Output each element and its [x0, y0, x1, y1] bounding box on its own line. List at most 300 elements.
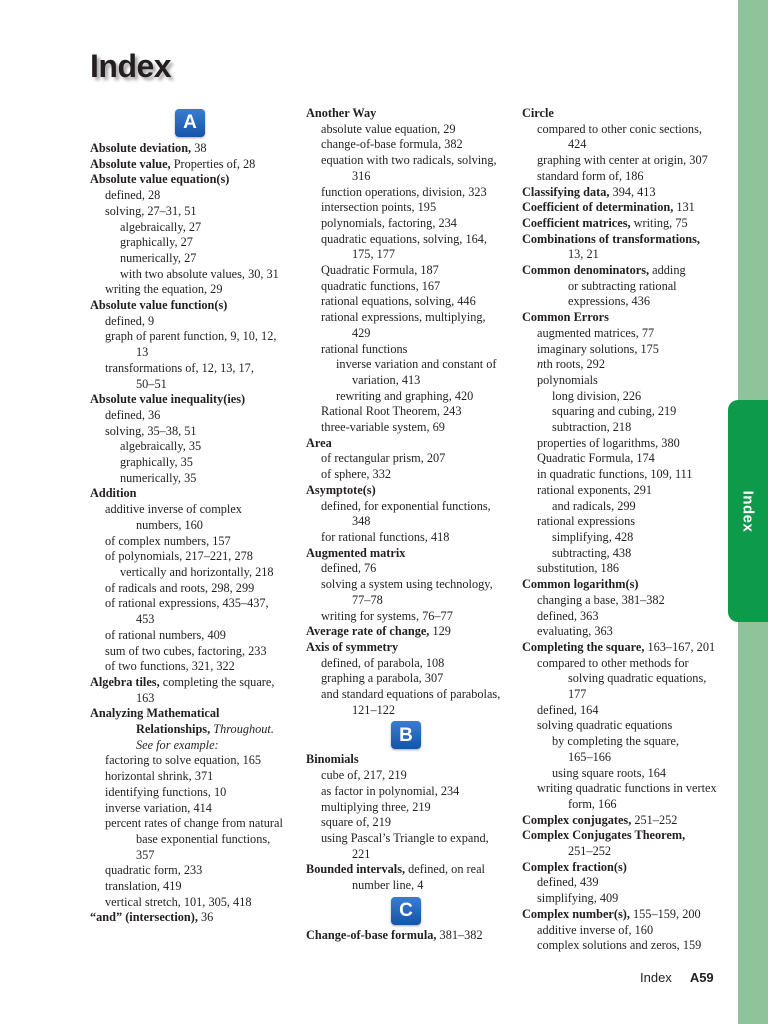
index-subentry — [522, 153, 722, 169]
index-subentry — [306, 467, 506, 483]
index-text: 121–122 — [352, 702, 396, 717]
index-subentry — [522, 420, 722, 436]
index-entry — [522, 232, 722, 248]
index-term: Common denominators, — [522, 263, 650, 278]
index-text: 357 — [136, 847, 155, 862]
index-text: adding — [649, 263, 686, 278]
index-text: factoring to solve equation, 165 — [105, 753, 262, 768]
index-text: Quadratic Formula, 187 — [321, 263, 439, 278]
index-text: defined, on real — [405, 862, 485, 877]
index-text: expressions, 436 — [568, 294, 650, 309]
index-text: solving a system using technology, — [321, 577, 493, 592]
index-subentry — [306, 577, 506, 593]
index-text: Properties of, 28 — [170, 156, 256, 171]
index-subentry — [306, 310, 506, 326]
index-subentry — [522, 404, 722, 420]
index-text: 13, 21 — [568, 247, 599, 262]
index-text: 429 — [352, 325, 371, 340]
index-text: inverse variation and constant of — [336, 357, 497, 372]
index-column-3 — [522, 106, 722, 954]
index-text: Throughout. — [210, 722, 274, 737]
page-footer — [640, 970, 714, 985]
index-text: for rational functions, 418 — [321, 529, 450, 544]
index-subentry — [90, 628, 290, 644]
index-text: three-variable system, 69 — [321, 420, 445, 435]
section-letter-badge: A — [175, 109, 205, 137]
index-subentry — [522, 844, 722, 860]
index-text: numbers, 160 — [136, 517, 203, 532]
index-subentry — [306, 263, 506, 279]
index-subentry — [306, 784, 506, 800]
index-subentry — [90, 848, 290, 864]
index-subentry — [306, 122, 506, 138]
index-subentry — [522, 294, 722, 310]
index-entry — [306, 862, 506, 878]
index-text: simplifying, 409 — [537, 891, 619, 906]
index-text: defined, 28 — [105, 188, 161, 203]
index-text: graphing a parabola, 307 — [321, 671, 444, 686]
index-text: 165–166 — [568, 749, 612, 764]
index-text: equation with two radicals, solving, — [321, 153, 497, 168]
index-subentry — [522, 373, 722, 389]
index-subentry — [90, 769, 290, 785]
index-column-1 — [90, 106, 290, 926]
index-term: Absolute value inequality(ies) — [90, 392, 246, 407]
index-text: additive inverse of complex — [105, 502, 242, 517]
index-text: change-of-base formula, 382 — [321, 137, 463, 152]
index-text: of rational expressions, 435–437, — [105, 596, 269, 611]
index-text: using square roots, 164 — [552, 765, 667, 780]
section-tab-label-wrap — [728, 400, 768, 622]
index-subentry — [522, 938, 722, 954]
index-subentry — [522, 687, 722, 703]
index-subentry — [522, 875, 722, 891]
index-subentry — [306, 656, 506, 672]
index-term: Common logarithm(s) — [522, 577, 639, 592]
index-text: defined, 363 — [537, 608, 599, 623]
index-subentry — [90, 471, 290, 487]
index-entry — [306, 928, 506, 944]
index-text: defined, of parabola, 108 — [321, 655, 445, 670]
index-entry — [522, 200, 722, 216]
index-text: and radicals, 299 — [552, 498, 636, 513]
index-entry — [90, 298, 290, 314]
index-subentry — [306, 800, 506, 816]
index-subentry — [522, 514, 722, 530]
section-letter-badge: C — [391, 897, 421, 925]
index-text: of polynomials, 217–221, 278 — [105, 549, 253, 564]
index-text: compared to other methods for — [537, 655, 689, 670]
index-text: and standard equations of parabolas, — [321, 687, 501, 702]
index-text: vertical stretch, 101, 305, 418 — [105, 894, 252, 909]
index-subentry — [90, 455, 290, 471]
index-subentry — [306, 232, 506, 248]
index-text: sum of two cubes, factoring, 233 — [105, 643, 267, 658]
index-text: with two absolute values, 30, 31 — [120, 266, 279, 281]
index-subentry — [90, 267, 290, 283]
index-subentry — [522, 718, 722, 734]
index-subentry — [522, 451, 722, 467]
index-subentry — [522, 122, 722, 138]
index-text: additive inverse of, 160 — [537, 922, 654, 937]
index-text: writing, 75 — [630, 215, 688, 230]
index-subentry — [306, 815, 506, 831]
index-text: quadratic equations, solving, 164, — [321, 231, 487, 246]
index-text: long division, 226 — [552, 388, 642, 403]
index-text: defined, 9 — [105, 313, 155, 328]
section-letter-badge: B — [391, 721, 421, 749]
index-entry — [522, 907, 722, 923]
index-text: rational expressions, multiplying, — [321, 310, 486, 325]
index-term: Common Errors — [522, 310, 609, 325]
index-entry — [90, 172, 290, 188]
index-term: Analyzing Mathematical — [90, 706, 220, 721]
index-subentry — [90, 251, 290, 267]
index-term: Another Way — [306, 106, 377, 120]
index-term: Completing the square, — [522, 639, 645, 654]
index-subentry — [522, 137, 722, 153]
index-subentry — [306, 847, 506, 863]
index-subentry — [522, 467, 722, 483]
index-subentry — [90, 345, 290, 361]
index-text: defined, for exponential functions, — [321, 498, 491, 513]
index-term: Complex conjugates, — [522, 812, 632, 827]
index-subentry — [306, 530, 506, 546]
index-text: rational expressions — [537, 514, 636, 529]
index-text: polynomials — [537, 372, 598, 387]
index-subentry — [522, 781, 722, 797]
index-text: 175, 177 — [352, 247, 396, 262]
index-subentry — [306, 878, 506, 894]
index-subentry — [522, 357, 722, 373]
index-subentry — [306, 831, 506, 847]
index-text: of radicals and roots, 298, 299 — [105, 580, 255, 595]
index-text: percent rates of change from natural — [105, 816, 283, 831]
index-text: 424 — [568, 137, 587, 152]
index-text: as factor in polynomial, 234 — [321, 783, 460, 798]
index-subentry — [522, 247, 722, 263]
index-text: substitution, 186 — [537, 561, 619, 576]
index-subentry — [306, 609, 506, 625]
index-text: solving, 35–38, 51 — [105, 423, 197, 438]
index-term: Change-of-base formula, — [306, 927, 437, 942]
index-text: solving, 27–31, 51 — [105, 203, 197, 218]
index-subentry — [306, 687, 506, 703]
index-text: by completing the square, — [552, 734, 680, 749]
index-subentry — [90, 863, 290, 879]
index-subentry — [522, 923, 722, 939]
index-text: numerically, 27 — [120, 250, 197, 265]
index-subentry — [90, 502, 290, 518]
index-text: form, 166 — [568, 796, 617, 811]
index-term: Circle — [522, 106, 554, 120]
index-text: numerically, 35 — [120, 470, 197, 485]
index-text: See for example: — [136, 737, 219, 752]
index-term: “and” (intersection), — [90, 910, 198, 925]
index-text: 36 — [197, 910, 214, 925]
index-subentry — [522, 656, 722, 672]
index-subentry — [306, 357, 506, 373]
index-subentry — [306, 420, 506, 436]
index-subentry — [306, 514, 506, 530]
index-term: Binomials — [306, 752, 359, 767]
index-text: horizontal shrink, 371 — [105, 769, 214, 784]
index-text: of complex numbers, 157 — [105, 533, 231, 548]
index-subentry — [90, 534, 290, 550]
index-term: Axis of symmetry — [306, 639, 399, 654]
index-text: cube of, 217, 219 — [321, 768, 407, 783]
index-subentry — [522, 734, 722, 750]
index-entry — [522, 185, 722, 201]
index-subentry — [522, 703, 722, 719]
index-text: 221 — [352, 846, 371, 861]
index-text: 316 — [352, 168, 371, 183]
index-text: polynomials, factoring, 234 — [321, 215, 457, 230]
index-entry — [522, 577, 722, 593]
index-subentry — [522, 279, 722, 295]
index-entry — [522, 860, 722, 876]
index-subentry — [90, 204, 290, 220]
index-subentry — [306, 294, 506, 310]
index-text: intersection points, 195 — [321, 200, 437, 215]
index-subentry — [306, 247, 506, 263]
index-term: Addition — [90, 486, 137, 501]
index-text: base exponential functions, — [136, 831, 271, 846]
index-entry — [90, 910, 290, 926]
index-text: graphically, 35 — [120, 455, 193, 470]
index-text: subtraction, 218 — [552, 420, 632, 435]
index-subentry — [522, 609, 722, 625]
index-entry — [306, 436, 506, 452]
index-subentry — [90, 722, 290, 738]
index-subentry — [306, 768, 506, 784]
index-text: 163 — [136, 690, 155, 705]
index-subentry — [90, 361, 290, 377]
index-text: changing a base, 381–382 — [537, 592, 665, 607]
index-text: 394, 413 — [609, 184, 656, 199]
index-subentry — [90, 895, 290, 911]
index-text: evaluating, 363 — [537, 624, 613, 639]
index-text: 129 — [429, 624, 451, 639]
index-entry — [90, 486, 290, 502]
index-text: 131 — [673, 200, 695, 215]
index-term: Coefficient of determination, — [522, 200, 674, 215]
index-subentry — [306, 389, 506, 405]
index-subentry — [90, 188, 290, 204]
index-entry — [522, 813, 722, 829]
index-subentry — [306, 185, 506, 201]
index-text: 155–159, 200 — [629, 906, 701, 921]
index-term: Complex number(s), — [522, 906, 630, 921]
index-term: Augmented matrix — [306, 545, 406, 560]
index-text: solving quadratic equations — [537, 718, 673, 733]
index-text: number line, 4 — [352, 878, 424, 893]
index-entry — [306, 106, 506, 122]
index-subentry — [306, 593, 506, 609]
index-subentry — [306, 137, 506, 153]
index-text: rewriting and graphing, 420 — [336, 388, 474, 403]
index-text: writing quadratic functions in vertex — [537, 781, 717, 796]
index-entry — [522, 263, 722, 279]
index-text: squaring and cubing, 219 — [552, 404, 677, 419]
index-term: Area — [306, 435, 332, 450]
index-text: inverse variation, 414 — [105, 800, 212, 815]
index-text: function operations, division, 323 — [321, 184, 487, 199]
index-subentry — [522, 766, 722, 782]
index-term: Absolute deviation, — [90, 141, 192, 155]
index-subentry — [90, 659, 290, 675]
index-entry — [90, 392, 290, 408]
index-subentry — [522, 624, 722, 640]
index-text: 77–78 — [352, 592, 383, 607]
index-subentry — [306, 279, 506, 295]
index-text: 177 — [568, 687, 587, 702]
index-subentry — [90, 816, 290, 832]
index-subentry — [90, 801, 290, 817]
index-subentry — [90, 408, 290, 424]
index-subentry — [306, 169, 506, 185]
index-text: of two functions, 321, 322 — [105, 659, 235, 674]
index-text: compared to other conic sections, — [537, 121, 702, 136]
index-entry — [306, 483, 506, 499]
index-text: 251–252 — [631, 812, 678, 827]
index-text: 13 — [136, 345, 149, 360]
index-subentry — [522, 546, 722, 562]
index-text: simplifying, 428 — [552, 529, 634, 544]
index-text: quadratic functions, 167 — [321, 278, 441, 293]
index-subentry — [522, 483, 722, 499]
section-letter-wrap — [90, 106, 290, 140]
index-subentry — [90, 785, 290, 801]
index-subentry — [90, 235, 290, 251]
index-text: 453 — [136, 612, 155, 627]
index-subentry — [522, 389, 722, 405]
index-text: multiplying three, 219 — [321, 799, 431, 814]
index-text: th roots, 292 — [543, 357, 605, 372]
index-text: 251–252 — [568, 844, 612, 859]
index-text: completing the square, — [159, 674, 275, 689]
footer-section: Index — [640, 970, 672, 985]
index-subentry — [306, 671, 506, 687]
index-text: 348 — [352, 514, 371, 529]
index-text: translation, 419 — [105, 879, 182, 894]
index-text: properties of logarithms, 380 — [537, 435, 680, 450]
index-term: Absolute value, — [90, 156, 171, 171]
index-text: graph of parent function, 9, 10, 12, — [105, 329, 277, 344]
index-entry — [522, 828, 722, 844]
index-text: vertically and horizontally, 218 — [120, 564, 274, 579]
index-subentry — [90, 282, 290, 298]
index-text: Quadratic Formula, 174 — [537, 451, 655, 466]
index-text: defined, 164 — [537, 702, 599, 717]
index-text: 38 — [191, 141, 207, 155]
index-subentry — [90, 220, 290, 236]
index-text: of rectangular prism, 207 — [321, 451, 446, 466]
index-subentry — [90, 644, 290, 660]
index-text: of rational numbers, 409 — [105, 627, 226, 642]
index-term: Average rate of change, — [306, 624, 430, 639]
index-subentry — [306, 561, 506, 577]
index-subentry — [522, 750, 722, 766]
index-text: of sphere, 332 — [321, 467, 392, 482]
index-text: absolute value equation, 29 — [321, 121, 456, 136]
index-text: algebraically, 35 — [120, 439, 202, 454]
index-subentry — [90, 424, 290, 440]
index-subentry — [90, 565, 290, 581]
index-text: defined, 36 — [105, 407, 161, 422]
index-text: n — [537, 357, 544, 372]
index-entry — [522, 216, 722, 232]
index-subentry — [306, 326, 506, 342]
index-subentry — [306, 200, 506, 216]
index-text: defined, 76 — [321, 561, 377, 576]
index-subentry — [90, 581, 290, 597]
index-subentry — [522, 593, 722, 609]
index-subentry — [90, 879, 290, 895]
index-text: square of, 219 — [321, 815, 392, 830]
index-subentry — [522, 499, 722, 515]
index-subentry — [90, 691, 290, 707]
index-subentry — [306, 404, 506, 420]
index-text: writing the equation, 29 — [105, 282, 223, 297]
index-term: Bounded intervals, — [306, 862, 406, 877]
index-subentry — [522, 561, 722, 577]
index-subentry — [90, 377, 290, 393]
index-text: or subtracting rational — [568, 278, 677, 293]
index-subentry — [90, 439, 290, 455]
index-text: graphing with center at origin, 307 — [537, 153, 708, 168]
index-entry — [522, 106, 722, 122]
section-letter-wrap — [306, 894, 506, 928]
index-entry — [522, 310, 722, 326]
index-entry — [306, 624, 506, 640]
index-subentry — [522, 891, 722, 907]
index-text: defined, 439 — [537, 875, 599, 890]
index-entry — [90, 675, 290, 691]
index-subentry — [306, 703, 506, 719]
index-term: Relationships, — [136, 722, 211, 737]
index-entry — [306, 546, 506, 562]
index-subentry — [306, 216, 506, 232]
index-text: augmented matrices, 77 — [537, 325, 655, 340]
index-term: Coefficient matrices, — [522, 215, 631, 230]
index-text: transformations of, 12, 13, 17, — [105, 360, 254, 375]
index-text: quadratic form, 233 — [105, 863, 203, 878]
index-entry — [306, 640, 506, 656]
index-column-2 — [306, 106, 506, 943]
index-text: graphically, 27 — [120, 235, 193, 250]
index-subentry — [90, 753, 290, 769]
index-subentry — [90, 329, 290, 345]
index-subentry — [90, 518, 290, 534]
index-subentry — [306, 342, 506, 358]
index-text: subtracting, 438 — [552, 545, 632, 560]
index-subentry — [522, 797, 722, 813]
page-number: A59 — [689, 970, 714, 985]
index-term: Classifying data, — [522, 184, 610, 199]
index-term: Combinations of transformations, — [522, 231, 700, 246]
index-text: identifying functions, 10 — [105, 784, 227, 799]
index-term: Complex Conjugates Theorem, — [522, 828, 686, 843]
index-subentry — [90, 612, 290, 628]
index-text: complex solutions and zeros, 159 — [537, 938, 702, 953]
index-subentry — [90, 314, 290, 330]
index-subentry — [306, 153, 506, 169]
index-text: 381–382 — [436, 927, 483, 942]
index-term: Complex fraction(s) — [522, 859, 627, 874]
index-subentry — [522, 342, 722, 358]
index-subentry — [90, 596, 290, 612]
